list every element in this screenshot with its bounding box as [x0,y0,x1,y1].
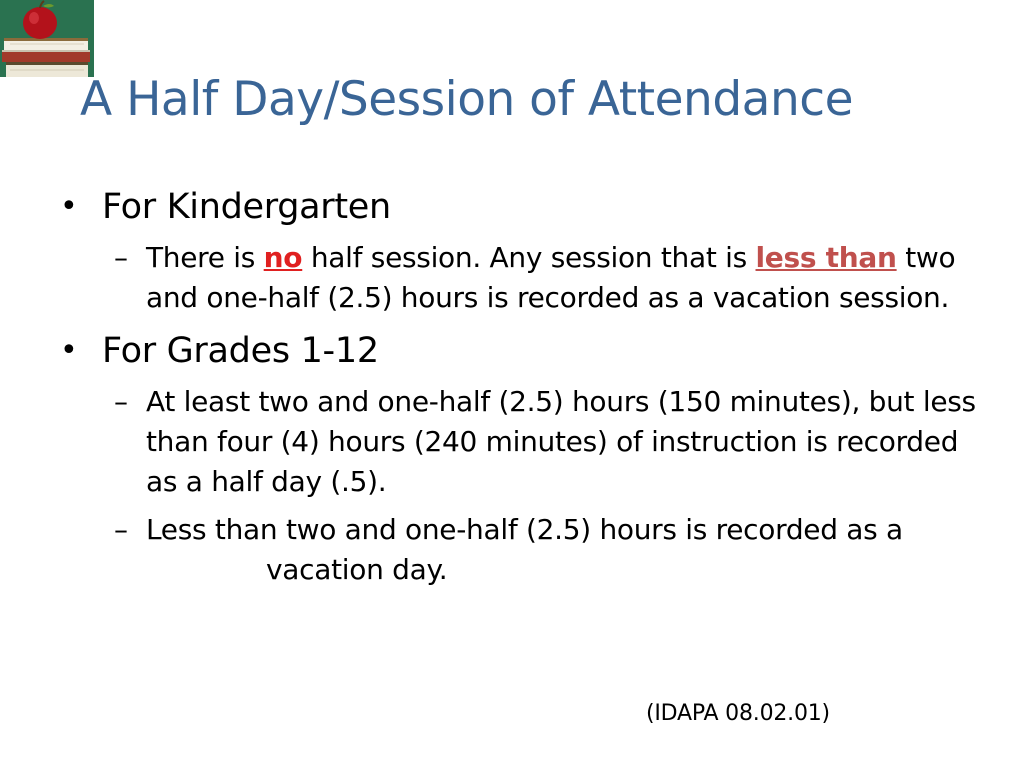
slide-title: A Half Day/Session of Attendance [80,72,853,127]
sub-bullet-text-part2: half session. Any session that is [302,241,756,274]
bullet-text: For Grades 1-12 [102,331,379,371]
bullet-dot: • [60,333,78,368]
slide-content [60,182,980,598]
sub-bullet-text: At least two and one-half (2.5) hours (150 minutes), but less than four (4) hours (240 minutes) of instruction is recorded as a half day (.5). [146,385,976,498]
sub-bullet-dash: – [114,513,128,546]
emphasis-less-than: less than [755,241,897,274]
bullet-dot: • [60,189,78,224]
citation: (IDAPA 08.02.01) [646,701,830,726]
sub-bullet-dash: – [114,385,128,418]
sub-bullet-text-part3: two and one-half (2.5) hours is recorded as a vacation session. [146,241,956,314]
sub-bullet-text-line1: Less than two and one-half (2.5) hours is recorded as a [146,513,903,546]
sub-bullet-vacation-rule [60,510,980,590]
apple-books-icon [0,0,94,77]
sub-bullet-text-line2: vacation day. [266,553,448,586]
apple-books-image [0,0,94,77]
sub-bullet-dash: – [114,241,128,274]
sub-bullet-text-part1: There is [146,241,264,274]
bullet-text: For Kindergarten [102,187,391,227]
bullet-grades [60,326,980,376]
sub-bullet-half-day-rule [60,382,980,502]
bullet-kindergarten [60,182,980,232]
emphasis-no: no [263,241,303,274]
sub-bullet-kindergarten-rule [60,238,980,318]
